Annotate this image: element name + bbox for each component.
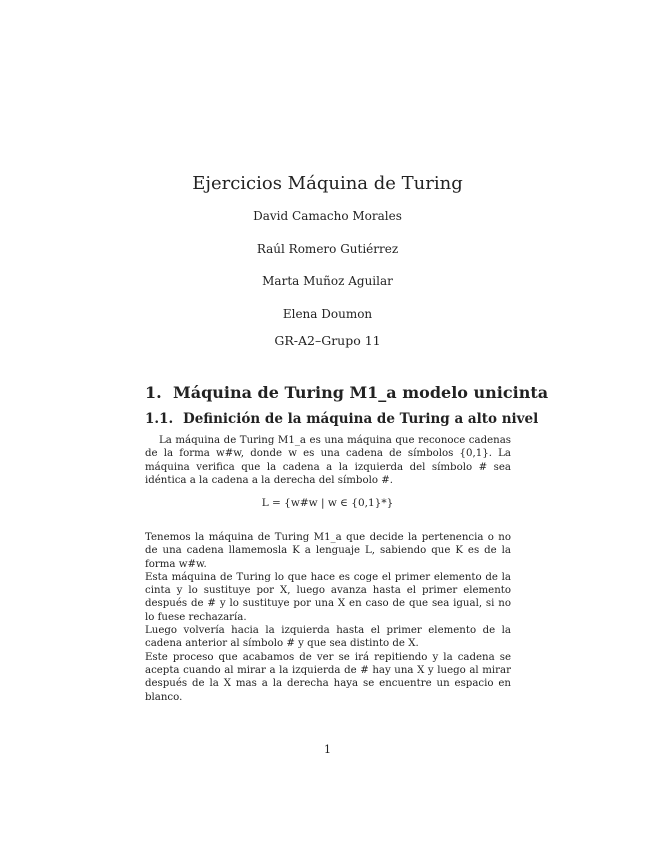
paragraph-definition: La máquina de Turing M1_a es una máquina que reconoce cadenas de la forma w#w, donde w es una cadena de símbolos {0,1}. La máquina verifica que la cadena a la izquierda del símbolo # sea idéntica a la cadena a la derecha del símbolo #. [145, 435, 511, 486]
language-formula: L = {w#w | w ∈ {0,1}*} [261, 497, 394, 509]
document-title: Ejercicios Máquina de Turing [192, 173, 463, 194]
author-name: David Camacho Morales [253, 209, 402, 223]
section-heading [145, 383, 548, 402]
group-name: GR-A2–Grupo 11 [274, 333, 381, 348]
author-name: Raúl Romero Gutiérrez [256, 242, 399, 256]
subsection-number: 1.1. [145, 411, 174, 427]
subsection-heading [145, 411, 538, 427]
paragraph-line: Luego volvería hacia la izquierda hasta el primer elemento de la cadena anterior al símbolo # y que sea distinto de X. [145, 625, 511, 650]
subsection-title: Definición de la máquina de Turing a alto nivel [183, 411, 539, 427]
page-number: 1 [324, 743, 331, 756]
paragraph-line: Tenemos la máquina de Turing M1_a que decide la pertenencia o no de una cadena llamemosla K a lenguaje L, sabiendo que K es de la forma w#w. [145, 532, 511, 570]
section-title: Máquina de Turing M1_a modelo unicinta [173, 383, 549, 402]
author-name: Elena Doumon [282, 307, 373, 321]
paragraph-line: Esta máquina de Turing lo que hace es coge el primer elemento de la cinta y lo sustituye por X, luego avanza hasta el primer elemento después de # y lo sustituye por una X en caso de que sea igual, si no lo fuese rechazaría. [145, 571, 511, 623]
paragraph-line: Este proceso que acabamos de ver se irá repitiendo y la cadena se acepta cuando al mirar a la izquierda de # hay una X y luego al mirar después de la X mas a la derecha haya se encuentre un espacio en blanco. [145, 651, 511, 703]
author-name: Marta Muñoz Aguilar [262, 274, 393, 288]
section-number: 1. [145, 383, 162, 402]
paragraph-description [145, 531, 511, 704]
